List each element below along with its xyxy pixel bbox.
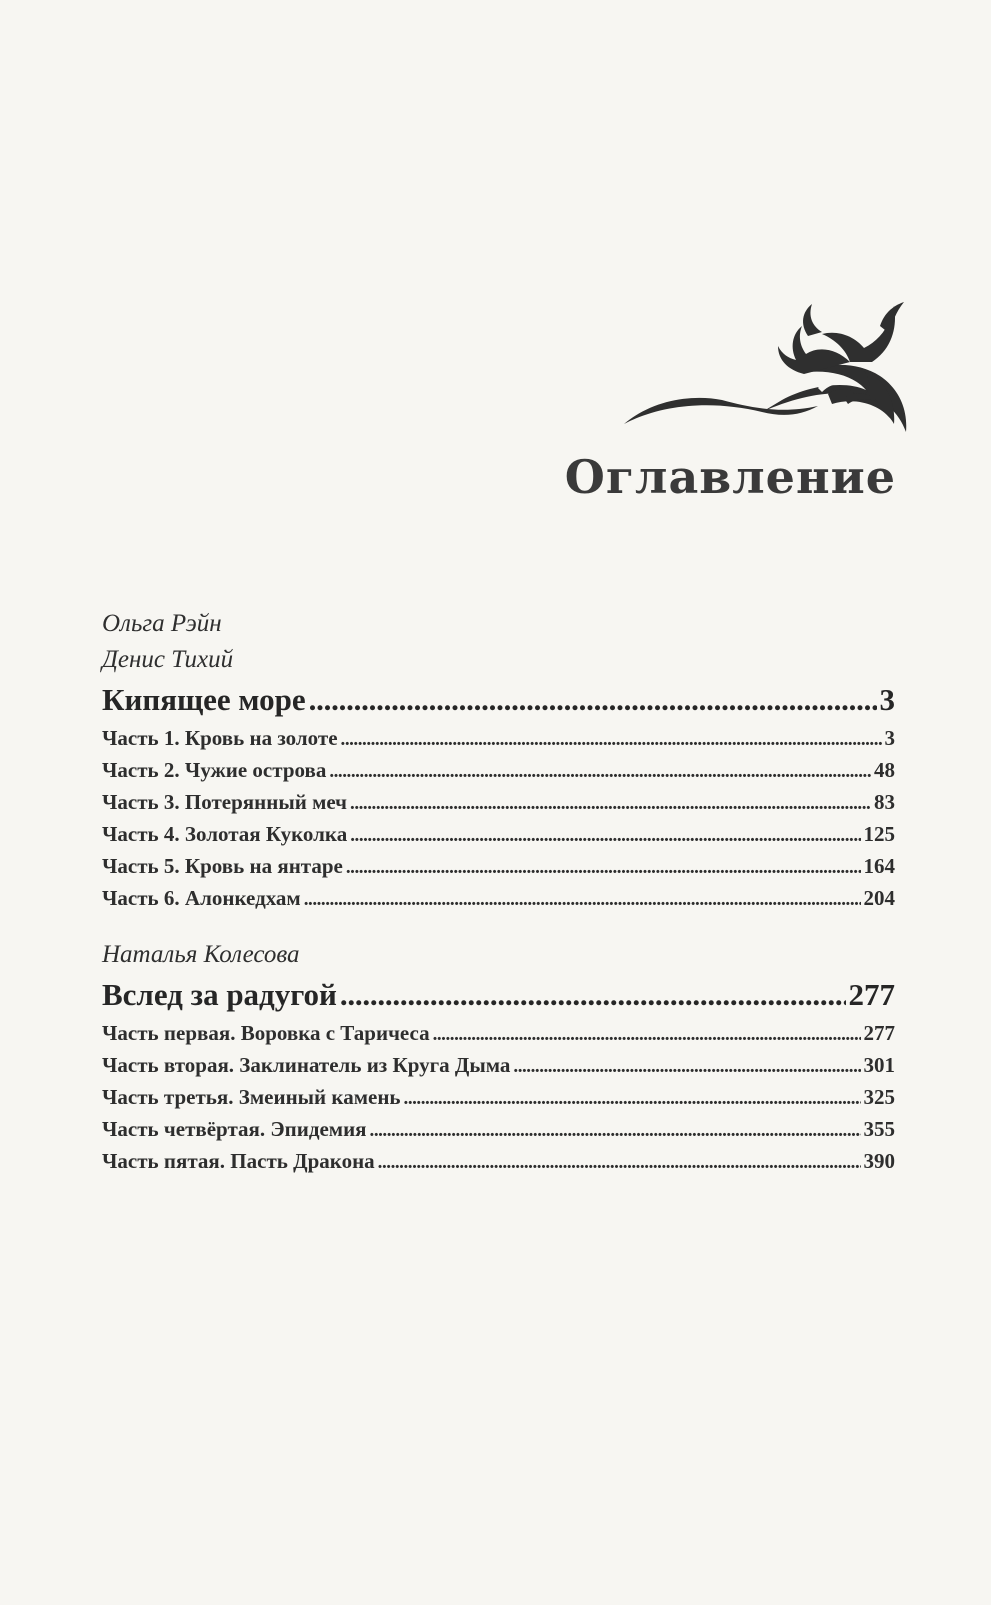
part-title: Часть третья. Змеиный камень bbox=[102, 1085, 401, 1109]
wave-swirl-ornament-icon bbox=[622, 296, 908, 436]
page-number: 277 bbox=[848, 977, 895, 1012]
part-title: Часть 5. Кровь на янтаре bbox=[102, 854, 343, 878]
toc-part-entry[interactable] bbox=[102, 1081, 895, 1113]
page-number: 204 bbox=[863, 886, 895, 910]
author-name: Ольга Рэйн bbox=[102, 610, 222, 637]
toc-part-entry[interactable] bbox=[102, 1113, 895, 1145]
toc-part-entry[interactable] bbox=[102, 882, 895, 914]
toc-part-entry[interactable] bbox=[102, 1049, 895, 1081]
dot-leader bbox=[341, 722, 882, 756]
dot-leader bbox=[378, 1145, 861, 1179]
dot-leader bbox=[304, 882, 861, 916]
toc-part-entry[interactable] bbox=[102, 850, 895, 882]
toc-part-entry[interactable] bbox=[102, 1017, 895, 1049]
part-title: Часть 6. Алонкедхам bbox=[102, 886, 301, 910]
part-title: Часть пятая. Пасть Дракона bbox=[102, 1149, 375, 1173]
part-title: Часть 4. Золотая Куколка bbox=[102, 822, 348, 846]
part-title: Часть 2. Чужие острова bbox=[102, 758, 327, 782]
page-number: 355 bbox=[863, 1117, 895, 1141]
page-title: Оглавление bbox=[564, 450, 896, 504]
dot-leader bbox=[309, 678, 877, 722]
dot-leader bbox=[350, 818, 860, 852]
part-title: Часть 3. Потерянный меч bbox=[102, 790, 348, 814]
toc-book-entry[interactable] bbox=[102, 973, 895, 1017]
author-name: Наталья Колесова bbox=[102, 941, 300, 968]
page-number: 3 bbox=[879, 682, 895, 717]
toc-part-entry[interactable] bbox=[102, 754, 895, 786]
book-title: Вслед за радугой bbox=[102, 977, 337, 1012]
dot-leader bbox=[340, 973, 846, 1017]
dot-leader bbox=[329, 754, 871, 788]
author-name: Денис Тихий bbox=[102, 646, 234, 673]
toc-section-1 bbox=[102, 606, 895, 914]
dot-leader bbox=[513, 1049, 860, 1083]
book-title: Кипящее море bbox=[102, 682, 306, 717]
dot-leader bbox=[346, 850, 861, 884]
part-title: Часть четвёртая. Эпидемия bbox=[102, 1117, 367, 1141]
toc-part-entry[interactable] bbox=[102, 818, 895, 850]
page-number: 301 bbox=[863, 1053, 895, 1077]
part-title: Часть первая. Воровка с Таричеса bbox=[102, 1021, 430, 1045]
dot-leader bbox=[350, 786, 871, 820]
toc-part-entry[interactable] bbox=[102, 1145, 895, 1177]
dot-leader bbox=[370, 1113, 861, 1147]
dot-leader bbox=[404, 1081, 861, 1115]
part-title: Часть 1. Кровь на золоте bbox=[102, 726, 338, 750]
page-number: 125 bbox=[863, 822, 895, 846]
toc-book-entry[interactable] bbox=[102, 678, 895, 722]
part-title: Часть вторая. Заклинатель из Круга Дыма bbox=[102, 1053, 511, 1077]
toc-section-2 bbox=[102, 937, 895, 1177]
toc-part-entry[interactable] bbox=[102, 722, 895, 754]
page-number: 390 bbox=[863, 1149, 895, 1173]
page-number: 164 bbox=[863, 854, 895, 878]
page-number: 83 bbox=[874, 790, 895, 814]
dot-leader bbox=[433, 1017, 861, 1051]
page-number: 277 bbox=[863, 1021, 895, 1045]
page-number: 3 bbox=[884, 726, 895, 750]
toc-part-entry[interactable] bbox=[102, 786, 895, 818]
page-number: 325 bbox=[863, 1085, 895, 1109]
page-number: 48 bbox=[874, 758, 895, 782]
